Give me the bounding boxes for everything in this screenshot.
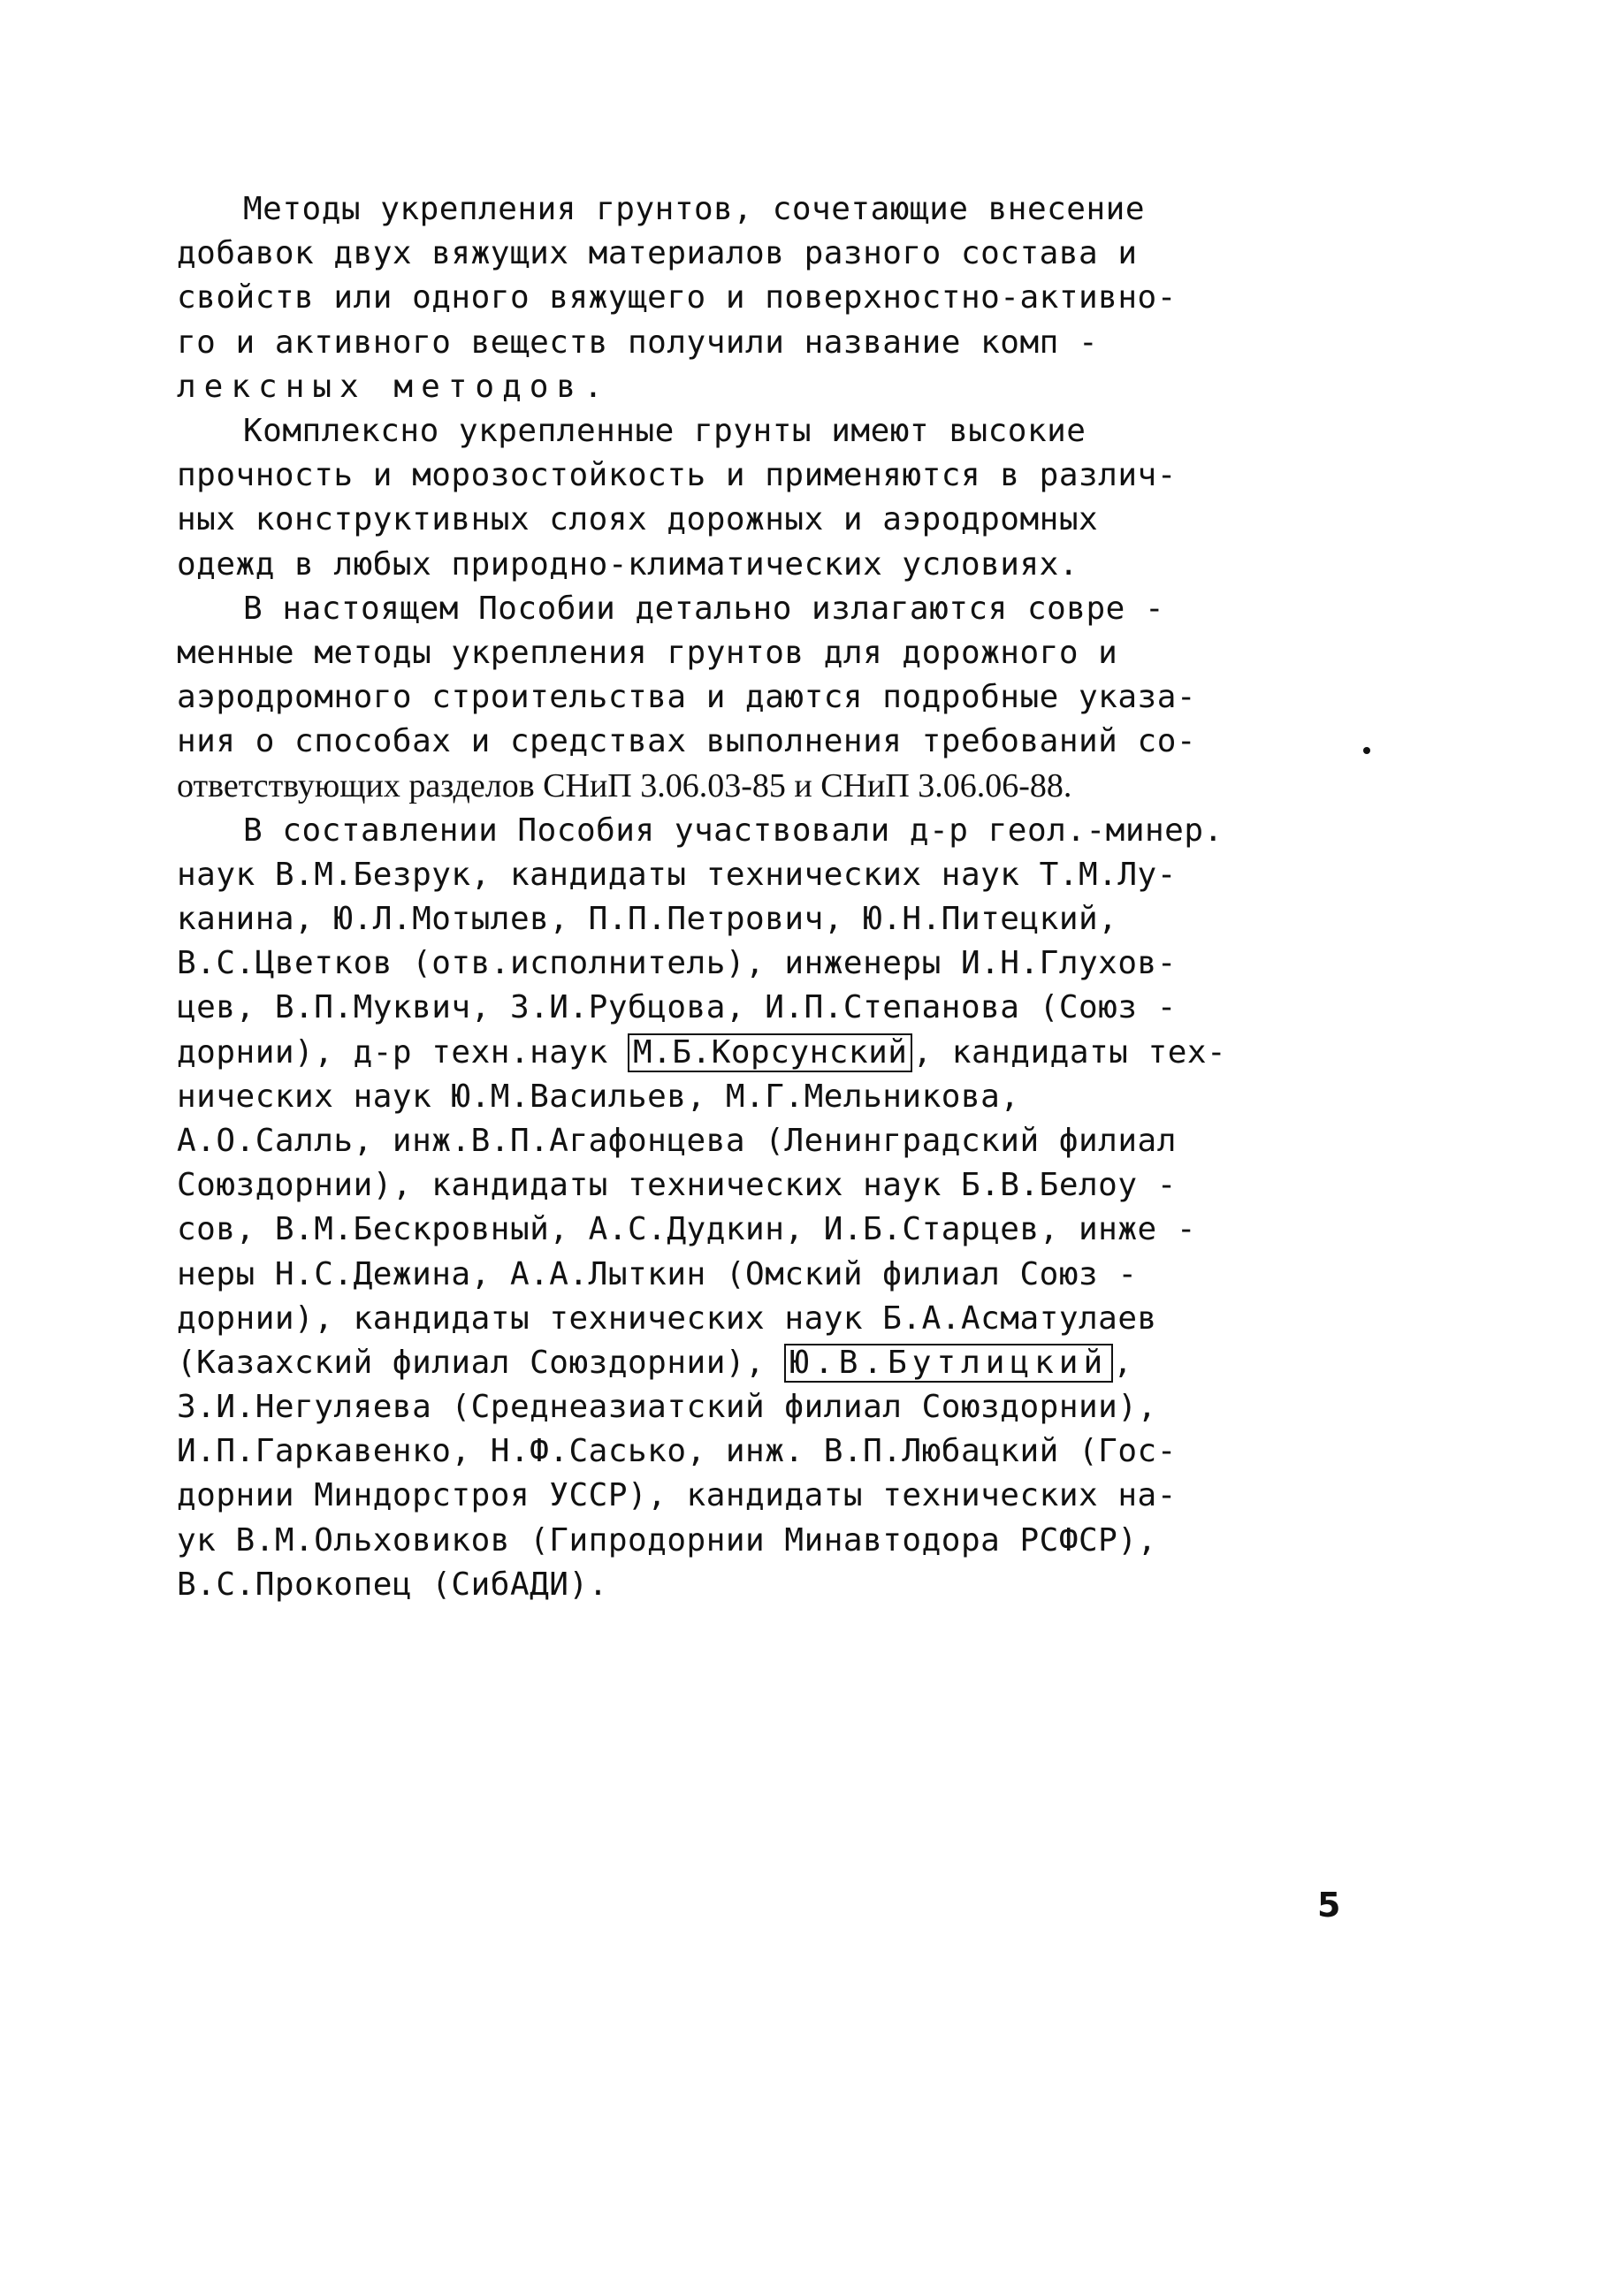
text-segment: дорнии), д-р техн.наук bbox=[177, 1033, 628, 1071]
text-line: канина, Ю.Л.Мотылев, П.П.Петрович, Ю.Н.Питецкий, bbox=[177, 901, 1118, 937]
text-line: наук В.М.Безрук, кандидаты технических наук Т.М.Лу- bbox=[177, 856, 1177, 893]
text-line: ных конструктивных слоях дорожных и аэродромных bbox=[177, 501, 1099, 538]
text-line: добавок двух вяжущих материалов разного состава и bbox=[177, 235, 1138, 272]
text-line: неры Н.С.Дежина, А.А.Лыткин (Омский филиал Союз - bbox=[177, 1255, 1138, 1292]
text-line: ук В.М.Ольховиков (Гипродорнии Минавтодора РСФСР), bbox=[177, 1521, 1157, 1559]
text-line: ответствующих разделов СНиП 3.06.03-85 и СНиП 3.06.06-88. bbox=[177, 767, 1072, 805]
text-line bbox=[177, 1031, 1361, 1075]
text-line: прочность и морозостойкость и применяются в различ- bbox=[177, 457, 1177, 494]
text-line: дорнии Миндорстроя УССР), кандидаты технических на- bbox=[177, 1477, 1177, 1514]
text-line: лексных методов. bbox=[177, 368, 611, 405]
text-line: нических наук Ю.М.Васильев, М.Г.Мельникова, bbox=[177, 1078, 1020, 1115]
text-line: менные методы укрепления грунтов для дорожного и bbox=[177, 634, 1118, 671]
text-segment: , кандидаты тех- bbox=[912, 1033, 1227, 1071]
page-number: 5 bbox=[1317, 1886, 1341, 1925]
text-line: В.С.Цветков (отв.исполнитель), инженеры И.Н.Глухов- bbox=[177, 945, 1177, 982]
text-line: В настоящем Пособии детально излагаются совре - bbox=[243, 590, 1165, 627]
text-line: Методы укрепления грунтов, сочетающие внесение bbox=[243, 191, 1145, 227]
text-line: цев, В.П.Муквич, З.И.Рубцова, И.П.Степанова (Союз - bbox=[177, 989, 1177, 1026]
text-line: Союздорнии), кандидаты технических наук Б.В.Белоу - bbox=[177, 1167, 1177, 1204]
body-text bbox=[177, 187, 1361, 1607]
boxed-name: М.Б.Корсунский bbox=[628, 1033, 912, 1072]
text-line: З.И.Негуляева (Среднеазиатский филиал Союздорнии), bbox=[177, 1389, 1157, 1426]
text-line: дорнии), кандидаты технических наук Б.А.Асматулаев bbox=[177, 1300, 1157, 1337]
text-line: Комплексно укрепленные грунты имеют высокие bbox=[243, 412, 1086, 449]
text-line: свойств или одного вяжущего и поверхностно-активно- bbox=[177, 279, 1177, 316]
text-line: В.С.Прокопец (СибАДИ). bbox=[177, 1566, 608, 1603]
text-segment: (Казахский филиал Союздорнии), bbox=[177, 1344, 785, 1381]
text-line: И.П.Гаркавенко, Н.Ф.Сасько, инж. В.П.Любацкий (Гос- bbox=[177, 1433, 1177, 1470]
text-line bbox=[177, 1341, 1361, 1385]
text-line: одежд в любых природно-климатических условиях. bbox=[177, 545, 1079, 583]
text-line: сов, В.М.Бескровный, А.С.Дудкин, И.Б.Старцев, инже - bbox=[177, 1211, 1197, 1248]
text-line: ния о способах и средствах выполнения требований со- bbox=[177, 723, 1197, 760]
text-line: А.О.Салль, инж.В.П.Агафонцева (Ленинградский филиал bbox=[177, 1122, 1177, 1159]
text-segment: , bbox=[1113, 1344, 1133, 1381]
boxed-name: Ю.В.Бутлицкий bbox=[784, 1344, 1113, 1383]
stray-ink-dot bbox=[1363, 747, 1370, 754]
text-line: аэродромного строительства и даются подробные указа- bbox=[177, 679, 1197, 716]
text-line: В составлении Пособия участвовали д-р геол.-минер. bbox=[243, 812, 1224, 849]
text-line: го и активного веществ получили название комп - bbox=[177, 324, 1099, 361]
